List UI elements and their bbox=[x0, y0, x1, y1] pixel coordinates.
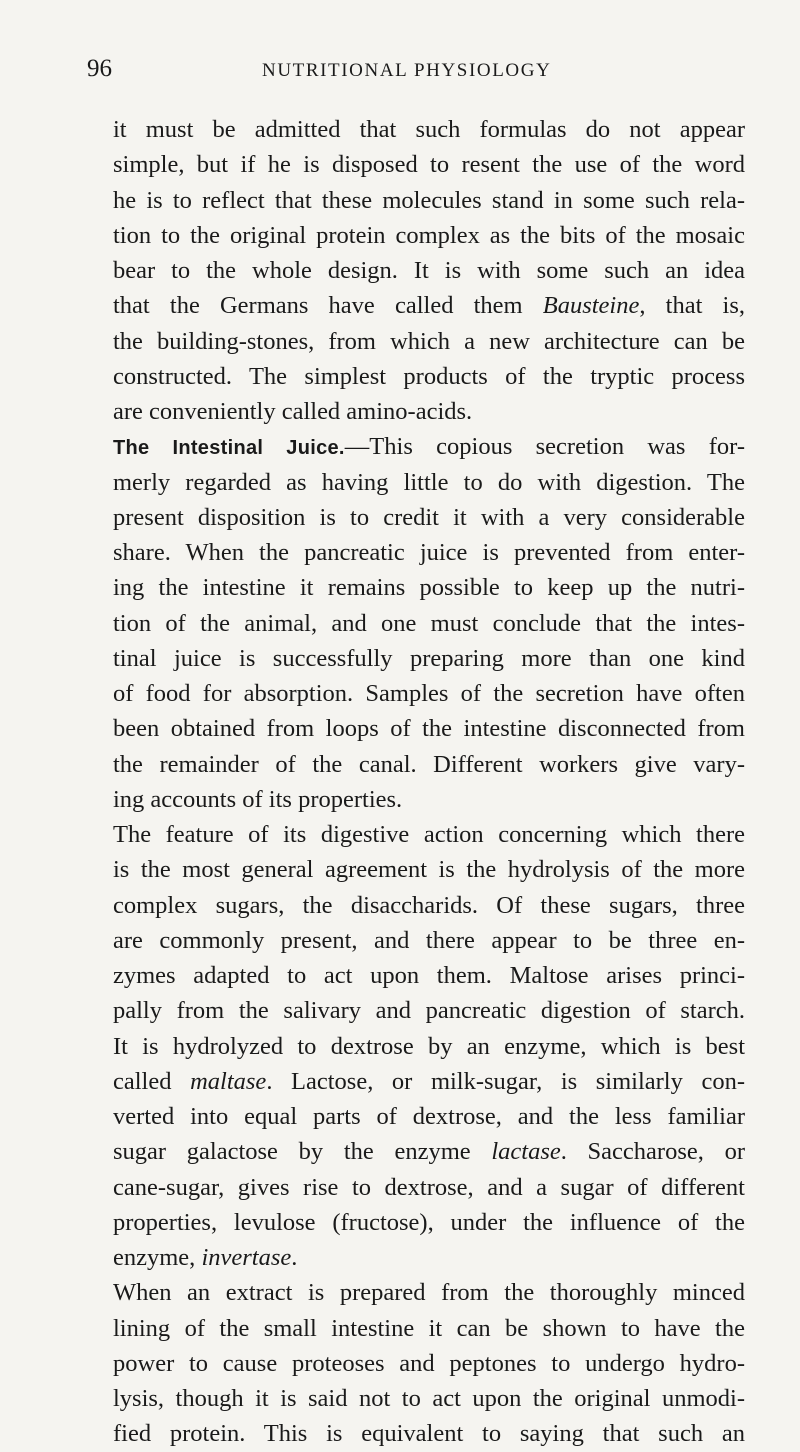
text-line: verted into equal parts of dextrose, and the less familiar bbox=[113, 1103, 745, 1130]
text-line: been obtained from loops of the intestine disconnected from bbox=[113, 715, 745, 743]
text-line bbox=[113, 1134, 745, 1169]
text-line: tion of the animal, and one must conclude that the intes- bbox=[113, 609, 745, 637]
page-number: 96 bbox=[87, 55, 112, 82]
text-line: pally from the salivary and pancreatic digestion of starch. bbox=[113, 997, 745, 1025]
text-line: When an extract is prepared from the thoroughly minced bbox=[113, 1279, 745, 1307]
running-head: NUTRITIONAL PHYSIOLOGY bbox=[262, 60, 552, 81]
text-line: is the most general agreement is the hydrolysis of the more bbox=[113, 856, 745, 884]
text-line: are conveniently called amino-acids. bbox=[113, 398, 473, 425]
text-line: share. When the pancreatic juice is prevented from enter- bbox=[113, 539, 745, 566]
text-line: present disposition is to credit it with a very considerable bbox=[113, 503, 745, 531]
text-line: ing the intestine it remains possible to keep up the nutri- bbox=[113, 574, 745, 602]
page-header bbox=[87, 54, 745, 94]
text-line: merly regarded as having little to do with digestion. The bbox=[113, 468, 745, 496]
text-line: properties, levulose (fructose), under the influence of the bbox=[113, 1208, 745, 1236]
text-line: it must be admitted that such formulas do not appear bbox=[113, 116, 745, 143]
text-line: the remainder of the canal. Different workers give vary- bbox=[113, 750, 745, 778]
text-span: , that is, bbox=[639, 292, 745, 320]
text-line: constructed. The simplest products of the tryptic process bbox=[113, 362, 745, 390]
text-line: tinal juice is successfully preparing more than one kind bbox=[113, 644, 745, 672]
text-span: sugar galactose by the enzyme bbox=[113, 1138, 492, 1166]
text-line: simple, but if he is disposed to resent the use of the word bbox=[113, 151, 745, 179]
text-line bbox=[113, 429, 745, 464]
text-line: the building-stones, from which a new architecture can be bbox=[113, 327, 745, 355]
text-span: —This copious secretion was for- bbox=[344, 433, 745, 461]
text-line: It is hydrolyzed to dextrose by an enzyme, which is best bbox=[113, 1032, 745, 1060]
text-line bbox=[113, 288, 745, 323]
text-span: . bbox=[291, 1244, 298, 1271]
text-line: lining of the small intestine it can be shown to have the bbox=[113, 1314, 745, 1342]
text-span: . Saccharose, or bbox=[560, 1138, 745, 1166]
text-line: zymes adapted to act upon them. Maltose arises princi- bbox=[113, 962, 745, 989]
text-line: tion to the original protein complex as the bits of the mosaic bbox=[113, 221, 745, 249]
text-line: ing accounts of its properties. bbox=[113, 785, 403, 813]
italic-term: lactase bbox=[491, 1138, 561, 1166]
text-line: power to cause proteoses and peptones to undergo hydro- bbox=[113, 1349, 745, 1377]
italic-term: Bausteine bbox=[542, 292, 640, 320]
text-line bbox=[113, 1064, 745, 1099]
text-line bbox=[113, 1240, 745, 1275]
text-line: are commonly present, and there appear to be three en- bbox=[113, 926, 745, 954]
text-span: enzyme, bbox=[113, 1244, 202, 1271]
italic-term: maltase bbox=[190, 1067, 267, 1095]
text-span: called bbox=[113, 1067, 191, 1095]
section-run-in-heading: The Intestinal Juice. bbox=[113, 437, 345, 460]
text-line: complex sugars, the disaccharids. Of these sugars, three bbox=[113, 891, 745, 919]
text-line: bear to the whole design. It is with some such an idea bbox=[113, 257, 745, 284]
body-text bbox=[113, 112, 745, 1452]
text-line: he is to reflect that these molecules stand in some such rela- bbox=[113, 186, 745, 214]
text-line: of food for absorption. Samples of the secretion have often bbox=[113, 680, 745, 707]
italic-term: invertase bbox=[201, 1244, 292, 1271]
text-span: . Lactose, or milk-sugar, is similarly con- bbox=[266, 1067, 745, 1095]
text-span: that the Germans have called them bbox=[113, 292, 543, 320]
text-line: The feature of its digestive action concerning which there bbox=[113, 821, 745, 848]
text-line: lysis, though it is said not to act upon the original unmodi- bbox=[113, 1385, 745, 1412]
text-line: cane-sugar, gives rise to dextrose, and a sugar of different bbox=[113, 1173, 745, 1201]
text-line: fied protein. This is equivalent to saying that such an bbox=[113, 1420, 745, 1448]
